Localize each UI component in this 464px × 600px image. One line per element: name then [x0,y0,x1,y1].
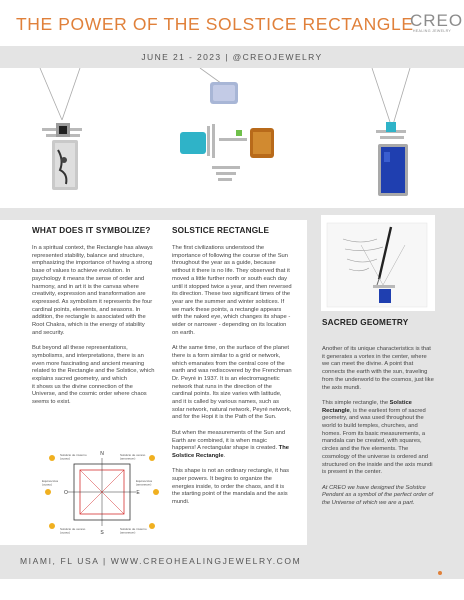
pendant-note-photo [321,215,435,311]
diagram-label-e: E [136,490,140,496]
diagram-label-top-right: Solsticio de verano (amanecer) [120,453,146,461]
footer [0,545,464,579]
header [0,0,464,48]
symbolize-paragraph-1: In a spiritual context, the Rectangle has always represented stability, balance and structure, emphasizing the importance of having a strong base of values to achieve evolution. In psychology it means the sense of order and harmony, and in art it is the canvas where creativity, expression and transformation are expressed. As symbolism it represents the four cardinal points, elements, and seasons. In addition, the rectangle is associated with the Root Chakra, which is the energy of stability and security. [32,245,153,336]
sun-icon [49,523,55,529]
solstice-paragraph-2: At the same time, on the surface of the planet there is a form similar to a grid or network, which emanates from the central core of the earth and was rediscovered by the Frenchman Dr. Peyré in 1937. It is an electromagnetic network that runs in the direction of the cardinal points. Its size varies with latitude, and it is called by various names, such as solar network, natural network, Peyré network, and for the Hopi it is the Path of the Sun. [172,345,292,421]
solstice-column [172,226,292,515]
diagram-label-bottom-right: Solsticio de invierno (amanecer) [120,527,147,535]
logo-wordmark: CREO [410,11,464,30]
sun-icon [49,455,55,461]
sun-icon [153,489,159,495]
diagram-label-mid-right: Equinoccios (amanecer) [136,479,153,487]
footer-contact[interactable]: MIAMI, FL USA | WWW.CREOHEALINGJEWELRY.COM [20,556,302,566]
diagram-label-n: N [100,451,104,457]
sacred-geometry-heading: SACRED GEOMETRY [322,318,409,327]
pendant-photo-left [40,68,82,190]
pendant-photo-right [372,68,410,196]
solstice-paragraph-3: But when the measurements of the Sun and Earth are combined, it is when magic happens! A rectangular shape is created. The Solstice Rectangle. [172,429,289,459]
solstice-paragraph-4: This shape is not an ordinary rectangle, it has super powers. It begins to organize the energies inside, to order the chaos, and it is the starting point of the mandala and the axis mundi. [172,468,289,506]
diagram-label-bottom-left: Solsticio de verano (ocaso) [60,527,86,535]
sacred-geometry-column [322,346,434,515]
logo-tagline: HEALING JEWELRY [412,29,452,33]
page-title: THE POWER OF THE SOLSTICE RECTANGLE [16,14,414,34]
footer-margin [0,579,464,600]
diagram-label-s: S [100,530,104,536]
date-social-band: JUNE 21 - 2023 | @CREOJEWELRY [0,46,464,68]
sun-icon [149,523,155,529]
brand-logo[interactable] [410,11,464,34]
sacred-paragraph-3: At CREO we have designed the Solstice Pendant as a symbol of the perfect order of the Universe of which we are a part. [322,484,434,507]
sun-icon [149,455,155,461]
diagram-label-mid-left: Equinoccios (ocaso) [42,479,59,487]
sacred-paragraph-1: Another of its unique characteristics is that it generates a vortex in the center, where we can meet the divine. A point that connects the earth with the sun, traveling from the underworld to the cosmos, just like the axis mundi. [322,346,434,391]
sacred-paragraph-2: This simple rectangle, the Solstice Rectangle, is the earliest form of sacred geometry, and was used throughout the world to build temples, churches, and homes. From its basic measurements, a mandala can be created, with squares, circles and the five elements. The cosmology of the universe is ordered and structured on the inside and the axis mundi is present in the center. [322,399,433,476]
accent-dot [438,571,442,575]
sun-icon [45,489,51,495]
solstice-heading: SOLSTICE RECTANGLE [172,226,270,235]
diagram-label-o: O [64,490,68,496]
product-photos [0,68,464,208]
symbolize-column [32,226,156,414]
solstice-rectangle-diagram [40,448,164,536]
symbolize-heading: WHAT DOES IT SYMBOLIZE? [32,226,151,235]
pendant-photo-center [180,68,274,181]
solstice-paragraph-1: The first civilizations understood the importance of following the course of the Sun throughout the year as a guide, because without it there is no life. They observed that it moved a little further north or south each day until it stopped twice a year, and then reversed its direction. These two significant times of the year are the summer and winter solstices. If we mark these points, a rectangle appears with the naked eye, which changes its shape - wider or narrower - depending on its location on earth. [172,245,292,336]
symbolize-paragraph-2: But beyond all these representations, symbolisms, and interpretations, there is an even more fascinating and ancient meaning related to the Rectangle and the Solstice, which explains sacred geometry, and which it shows us the divine connection of the Universe, and the cosmic order where chaos seems to exist. [32,345,155,406]
diagram-label-top-left: Solsticio de invierno (ocaso) [60,453,87,461]
